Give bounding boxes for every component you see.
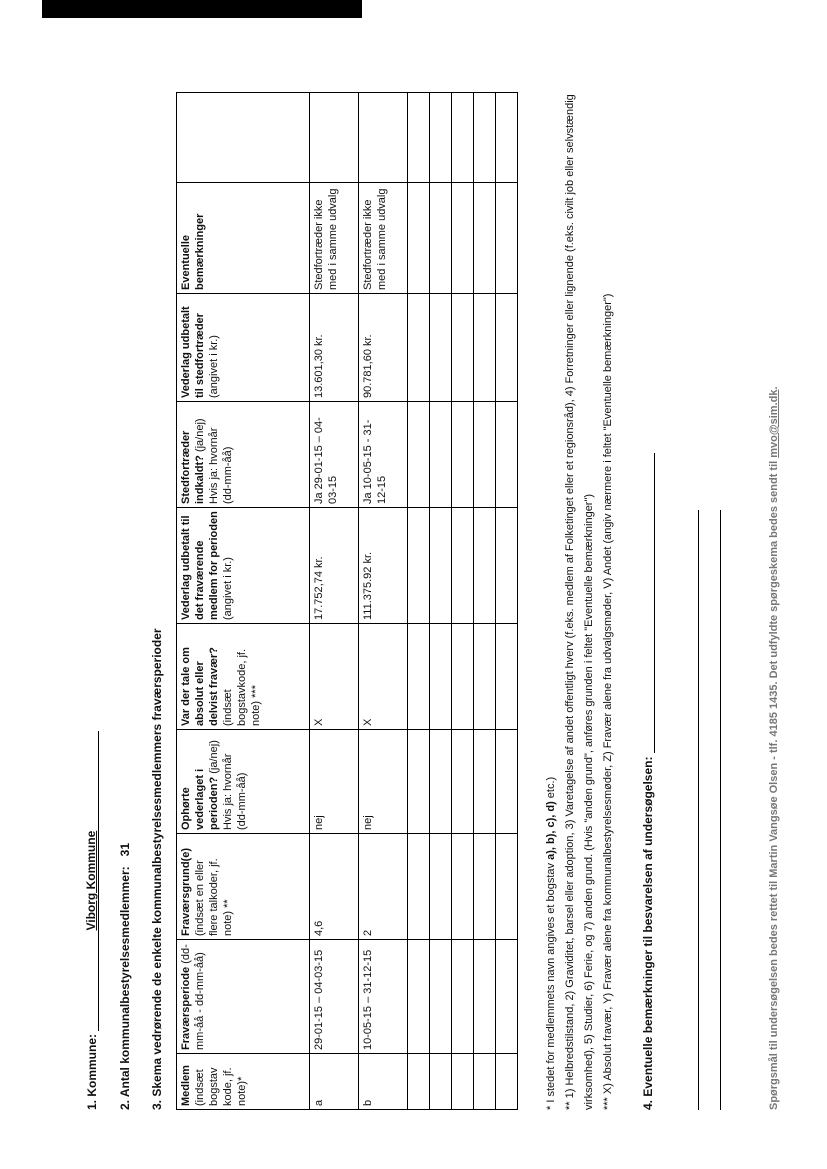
table-cell: 17.752,74 kr.: [310, 508, 359, 624]
table-cell[interactable]: [452, 93, 474, 183]
table-cell[interactable]: [452, 730, 474, 834]
column-header-blank: [177, 93, 310, 183]
remarks-field[interactable]: [640, 453, 655, 753]
table-row-empty: [474, 93, 496, 1110]
table-cell[interactable]: [408, 508, 430, 624]
table-cell[interactable]: [496, 93, 518, 183]
table-cell[interactable]: [474, 93, 496, 183]
table-cell[interactable]: [430, 402, 452, 508]
table-cell[interactable]: [474, 183, 496, 294]
column-header: Eventuelle bemærkninger: [177, 183, 310, 294]
table-cell: 10-05-15 – 31-12-15: [359, 940, 408, 1054]
table-cell[interactable]: [430, 730, 452, 834]
table-cell[interactable]: [430, 834, 452, 940]
table-cell[interactable]: [359, 93, 408, 183]
kommune-label: 1. Kommune:: [85, 1033, 99, 1110]
table-cell: 2: [359, 834, 408, 940]
table-cell[interactable]: [408, 940, 430, 1054]
column-header: Stedfortræder indkaldt? (ja/nej) Hvis ja: hvornår (dd-mm-åå): [177, 402, 310, 508]
table-cell: X: [310, 624, 359, 730]
table-cell[interactable]: [452, 1054, 474, 1110]
table-cell[interactable]: [430, 93, 452, 183]
remarks-line-1[interactable]: [698, 510, 699, 1110]
redaction-bar: [42, 0, 362, 18]
table-cell[interactable]: [452, 402, 474, 508]
table-cell: 4,6: [310, 834, 359, 940]
kommune-value: Viborg Kommune: [84, 830, 98, 931]
table-cell[interactable]: [408, 730, 430, 834]
table-cell[interactable]: [452, 183, 474, 294]
section-1: [84, 731, 99, 1110]
table-cell: 90.781,60 kr.: [359, 294, 408, 402]
table-cell: Stedfortræder ikke med i samme udvalg: [359, 183, 408, 294]
footer: Spørgsmål til undersøgelsen bedes rettet til Martin Vangsøe Olsen - tlf. 4185 1435. Det udfyldte spørgeskema bedes sendt til mvo@sim.dk.: [768, 386, 780, 1110]
table-cell[interactable]: [496, 294, 518, 402]
table-cell: nej: [359, 730, 408, 834]
remarks-line-2[interactable]: [720, 510, 721, 1110]
table-cell[interactable]: [496, 1054, 518, 1110]
table-cell[interactable]: [408, 294, 430, 402]
column-header: Medlem (indsæt bogstav kode, jf. note)*: [177, 1054, 310, 1110]
table-row-empty: [430, 93, 452, 1110]
members-label: 2. Antal kommunalbestyrelsesmedlemmer:: [118, 866, 132, 1110]
section-4: [640, 453, 655, 1110]
table-cell[interactable]: [474, 402, 496, 508]
remarks-label: 4. Eventuelle bemærkninger til besvarelsen af undersøgelsen:: [641, 756, 655, 1110]
table-cell: a: [310, 1054, 359, 1110]
table-cell[interactable]: [496, 940, 518, 1054]
table-cell[interactable]: [474, 1054, 496, 1110]
table-cell: Ja 10-05-15 - 31-12-15: [359, 402, 408, 508]
absence-table: [176, 92, 518, 1110]
notes: [542, 80, 618, 1110]
table-cell[interactable]: [430, 183, 452, 294]
note-3: *** X) Absolut fravær, Y) Fravær alene fra kommunalbestyrelsesmøder, Z) Fravær alene fra udvalgsmøder, V) Andet (angiv nærmere i feltet "Eventuelle bemærkninger"): [602, 293, 614, 1110]
kommune-field[interactable]: [84, 731, 99, 1031]
table-cell: X: [359, 624, 408, 730]
table-cell[interactable]: [474, 624, 496, 730]
table-cell[interactable]: [430, 508, 452, 624]
table-row-empty: [496, 93, 518, 1110]
table-cell: nej: [310, 730, 359, 834]
column-header: Vederlag udbetalt til det fraværende medlem for perioden (angivet i kr.): [177, 508, 310, 624]
table-cell[interactable]: [430, 940, 452, 1054]
section-3-title: 3. Skema vedrørende de enkelte kommunalbestyrelsesmedlemmers fraværsperioder: [150, 628, 164, 1110]
note-2: ** 1) Helbredstilstand, 2) Graviditet, barsel eller adoption, 3) Varetagelse af andet offentligt hverv (f.eks. medlem af Folketinget eller et regionsråd), 4) Forretninger eller lignende (f.eks. civilt job eller selvstændig virksomhed), 5) Studier, 6) Ferie, og 7) anden grund. (Hvis "anden grund", anføres grunden i feltet "Eventuelle bemærkninger"): [564, 94, 595, 1110]
table-cell[interactable]: [474, 940, 496, 1054]
table-cell[interactable]: [474, 294, 496, 402]
email-link[interactable]: mvo@sim.dk: [768, 389, 780, 458]
table-cell[interactable]: [430, 1054, 452, 1110]
table-cell: 29-01-15 – 04-03-15: [310, 940, 359, 1054]
table-cell[interactable]: [452, 940, 474, 1054]
rotated-form: [80, 70, 800, 1110]
table-row: [359, 93, 408, 1110]
table-cell: 13.601,30 kr.: [310, 294, 359, 402]
column-header: Fraværsperiode (dd-mm-åå - dd-mm-åå): [177, 940, 310, 1054]
column-header: Fraværsgrund(e) (indsæt en eller flere talkoder, jf. note) **: [177, 834, 310, 940]
table-cell[interactable]: [474, 508, 496, 624]
table-cell[interactable]: [408, 183, 430, 294]
table-cell[interactable]: [452, 294, 474, 402]
table-header-row: [177, 93, 310, 1110]
table-cell[interactable]: [408, 402, 430, 508]
table-cell: b: [359, 1054, 408, 1110]
table-cell[interactable]: [408, 93, 430, 183]
table-cell[interactable]: [496, 834, 518, 940]
table-cell[interactable]: [452, 624, 474, 730]
table-cell[interactable]: [408, 1054, 430, 1110]
table-cell[interactable]: [496, 508, 518, 624]
table-cell[interactable]: [310, 93, 359, 183]
table-row: [310, 93, 359, 1110]
note-1: * I stedet for medlemmets navn angives et bogstav a), b), c), d) etc.): [545, 776, 557, 1110]
section-2: [118, 843, 132, 1110]
members-value: 31: [118, 842, 132, 857]
table-cell[interactable]: [430, 624, 452, 730]
column-header: Ophørte vederlaget i perioden? (ja/nej) Hvis ja: hvornår (dd-mm-åå): [177, 730, 310, 834]
table-cell[interactable]: [452, 508, 474, 624]
table-cell[interactable]: [474, 730, 496, 834]
table-row-empty: [408, 93, 430, 1110]
column-header: Var der tale om absolut eller delvist fravær? (indsæt bogstavkode, jf. note) ***: [177, 624, 310, 730]
table-cell[interactable]: [408, 834, 430, 940]
table-cell[interactable]: [474, 834, 496, 940]
table-cell[interactable]: [496, 730, 518, 834]
table-cell[interactable]: [408, 624, 430, 730]
table-cell[interactable]: [496, 183, 518, 294]
table-row-empty: [452, 93, 474, 1110]
column-header: Vederlag udbetalt til stedfortræder (angivet i kr.): [177, 294, 310, 402]
table-cell: Ja 29-01-15 – 04-03-15: [310, 402, 359, 508]
table-cell[interactable]: [496, 402, 518, 508]
table-cell[interactable]: [430, 294, 452, 402]
table-cell[interactable]: [496, 624, 518, 730]
table-cell: 111.375.92 kr.: [359, 508, 408, 624]
table-cell: Stedfortræder ikke med i samme udvalg: [310, 183, 359, 294]
table-cell[interactable]: [452, 834, 474, 940]
